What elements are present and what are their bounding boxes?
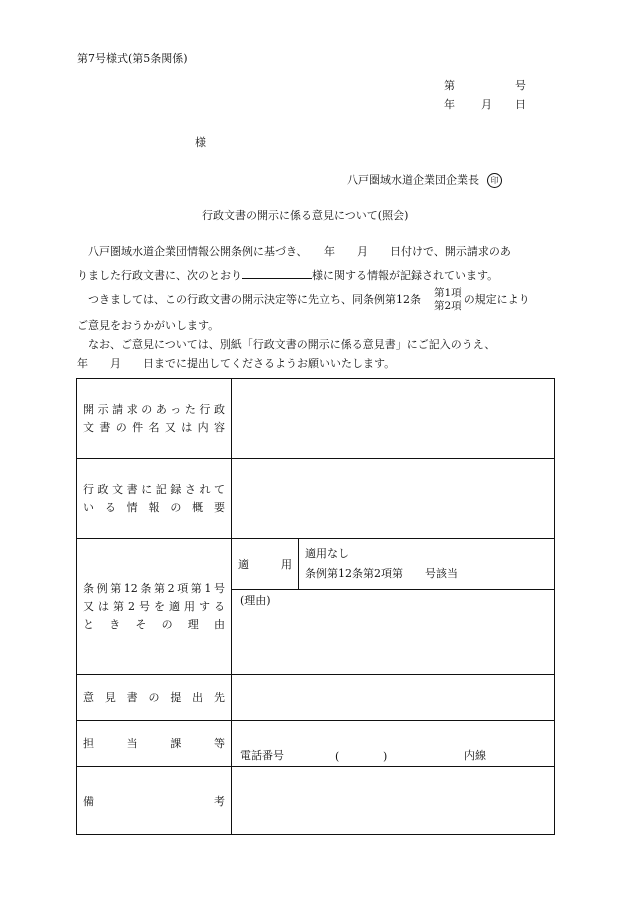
row3-label-l3: ときその理由 <box>83 617 225 631</box>
label-info-summary <box>77 459 232 539</box>
p3-line2: 年 月 日までに提出してくださるようお願いいたします。 <box>77 357 396 370</box>
apply-options-cell[interactable] <box>299 539 555 589</box>
form-number: 第7号様式(第5条関係) <box>77 52 188 65</box>
reason-label: (理由) <box>240 593 271 607</box>
p1-line2a: りました行政文書に、次のとおり <box>77 269 242 282</box>
p2-line2: ご意見をおうかがいします。 <box>77 319 220 332</box>
apply-label-cell <box>232 539 299 589</box>
row4-label: 意見書の提出先 <box>83 690 225 704</box>
date-year: 年 <box>444 98 455 111</box>
body-paragraph-2 <box>77 287 555 313</box>
apply-option-article[interactable]: 条例第12条第2項第 号該当 <box>305 566 458 580</box>
label-submission-destination <box>77 675 232 721</box>
label-remarks <box>77 767 232 835</box>
value-department[interactable] <box>232 721 555 767</box>
reason-row <box>232 589 554 673</box>
p2-line1 <box>77 287 555 313</box>
value-info-summary[interactable] <box>232 459 555 539</box>
row3-label-l2: 又は第2号を適用する <box>83 599 225 613</box>
label-department <box>77 721 232 767</box>
opinion-form-table <box>76 378 555 835</box>
row-info-summary <box>77 459 555 539</box>
p1-line2b: 様に関する情報が記録されています。 <box>312 269 499 282</box>
row2-label-l1: 行政文書に記録されて <box>83 482 225 496</box>
application-cell <box>232 539 555 675</box>
row3-label-l1: 条例第12条第2項第1号 <box>83 581 225 595</box>
p1-line2 <box>77 264 555 288</box>
apply-option-none[interactable]: 適用なし <box>305 546 349 560</box>
application-inner-table <box>232 539 554 673</box>
label-application-reason <box>77 539 232 675</box>
name-blank <box>242 266 312 279</box>
p3-line1: なお、ご意見については、別紙「行政文書の開示に係る意見書」にご記入のうえ、 <box>88 338 496 351</box>
row-remarks <box>77 767 555 835</box>
doc-number-prefix: 第 <box>444 79 455 92</box>
value-remarks[interactable] <box>232 767 555 835</box>
p2-after: の規定により <box>463 293 530 306</box>
reason-cell[interactable] <box>232 589 554 673</box>
seal-mark: 印 <box>487 173 502 188</box>
phone-paren-close: ) <box>383 750 388 763</box>
addressee-honorific: 様 <box>195 136 206 149</box>
date-month: 月 <box>481 98 492 111</box>
row-department <box>77 721 555 767</box>
apply-label: 適 用 <box>238 557 292 571</box>
doc-number-suffix: 号 <box>515 79 526 92</box>
phone-paren-open: ( <box>335 750 340 763</box>
row2-label-l2: いる情報の概要 <box>83 500 225 514</box>
phone-label: 電話番号 <box>240 749 284 762</box>
row-submission-destination <box>77 675 555 721</box>
document-title: 行政文書の開示に係る意見について(照会) <box>202 209 409 222</box>
row1-label-l2: 文書の件名又は内容 <box>83 420 225 434</box>
apply-row <box>232 539 554 589</box>
sender-block <box>347 173 502 188</box>
row-application-reason <box>77 539 555 675</box>
label-request-subject <box>77 379 232 459</box>
row-request-subject <box>77 379 555 459</box>
p2-frac-bottom: 第2項 <box>434 300 462 312</box>
value-request-subject[interactable] <box>232 379 555 459</box>
date-day: 日 <box>515 98 526 111</box>
sender-name: 八戸圏域水道企業団企業長 <box>347 173 479 187</box>
row5-label: 担当課等 <box>83 736 225 750</box>
extension-label: 内線 <box>464 749 486 762</box>
p2-frac-top: 第1項 <box>434 287 462 299</box>
p1-line1: 八戸圏域水道企業団情報公開条例に基づき、 年 月 日付けで、開示請求のあ <box>88 245 511 258</box>
body-paragraph-1 <box>77 240 555 288</box>
row6-label: 備考 <box>83 795 225 808</box>
value-submission-destination[interactable] <box>232 675 555 721</box>
p2-before: つきましては、この行政文書の開示決定等に先立ち、同条例第12条 <box>88 293 421 306</box>
row1-label-l1: 開示請求のあった行政 <box>83 402 225 416</box>
paragraph-choice <box>423 287 462 313</box>
